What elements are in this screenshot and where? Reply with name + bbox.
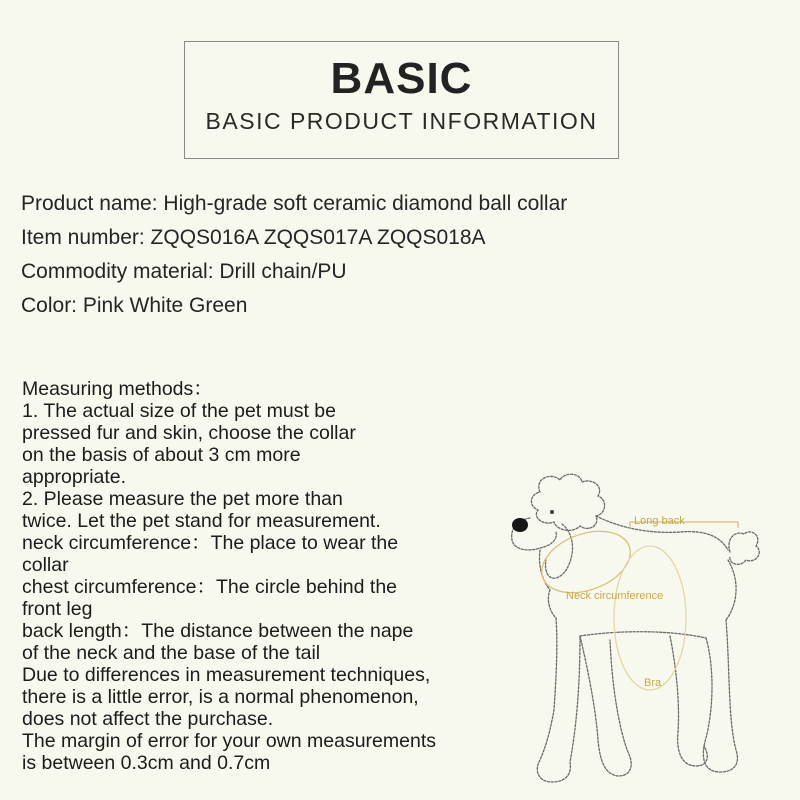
measuring-line: collar — [22, 554, 69, 576]
poodle-illustration — [500, 470, 790, 800]
dog-measurement-diagram — [500, 470, 790, 800]
measuring-line: on the basis of about 3 cm more — [22, 444, 301, 466]
poodle-nose — [512, 518, 528, 532]
measuring-line: neck circumference：The place to wear the — [22, 532, 399, 554]
commodity-material: Commodity material: Drill chain/PU — [21, 260, 347, 283]
poodle-hind-leg-outline — [703, 620, 737, 772]
poodle-chest-outline — [539, 550, 556, 618]
poodle-front-leg2-outline — [580, 636, 631, 776]
measuring-line: is between 0.3cm and 0.7cm — [22, 752, 271, 774]
item-number: Item number: ZQQS016A ZQQS017A ZQQS018A — [21, 226, 486, 249]
measuring-line: chest circumference：The circle behind the — [22, 576, 398, 598]
long-back-label: Long back — [634, 515, 685, 527]
poodle-rear-outline — [726, 560, 736, 620]
measuring-line: front leg — [22, 598, 93, 620]
measuring-line: The margin of error for your own measurements — [22, 730, 436, 752]
poodle-ear-outline — [545, 524, 572, 578]
measuring-line: 2. Please measure the pet more than — [22, 488, 343, 510]
poodle-belly-outline — [580, 632, 706, 638]
poodle-hind-leg2-outline — [670, 636, 707, 766]
page-subtitle: BASIC PRODUCT INFORMATION — [205, 108, 598, 134]
product-name: Product name: High-grade soft ceramic diamond ball collar — [21, 192, 568, 215]
poodle-tail-outline — [729, 532, 759, 564]
neck-circumference-label: Neck circumference — [566, 590, 664, 602]
poodle-head-outline — [531, 474, 604, 530]
measuring-line: twice. Let the pet stand for measurement. — [22, 510, 381, 532]
measuring-line: back length：The distance between the nape — [22, 620, 414, 642]
bra-label: Bra — [644, 677, 662, 689]
measuring-line: of the neck and the base of the tail — [22, 642, 321, 664]
measuring-title: Measuring methods： — [22, 378, 213, 400]
page-title: BASIC — [330, 54, 473, 103]
chest-circumference-ring — [614, 546, 686, 690]
measuring-methods — [22, 378, 542, 774]
color: Color: Pink White Green — [21, 294, 248, 317]
measuring-line: 1. The actual size of the pet must be — [22, 400, 336, 422]
poodle-eye — [550, 510, 554, 514]
measuring-line: Due to differences in measurement techniques, — [22, 664, 431, 686]
measuring-line: does not affect the purchase. — [22, 708, 274, 730]
measuring-line: appropriate. — [22, 466, 127, 488]
product-info — [21, 187, 781, 323]
poodle-front-leg-outline — [537, 618, 580, 782]
measuring-line: pressed fur and skin, choose the collar — [22, 422, 356, 444]
measuring-line: there is a little error, is a normal phenomenon, — [22, 686, 419, 708]
header-box — [184, 41, 619, 159]
